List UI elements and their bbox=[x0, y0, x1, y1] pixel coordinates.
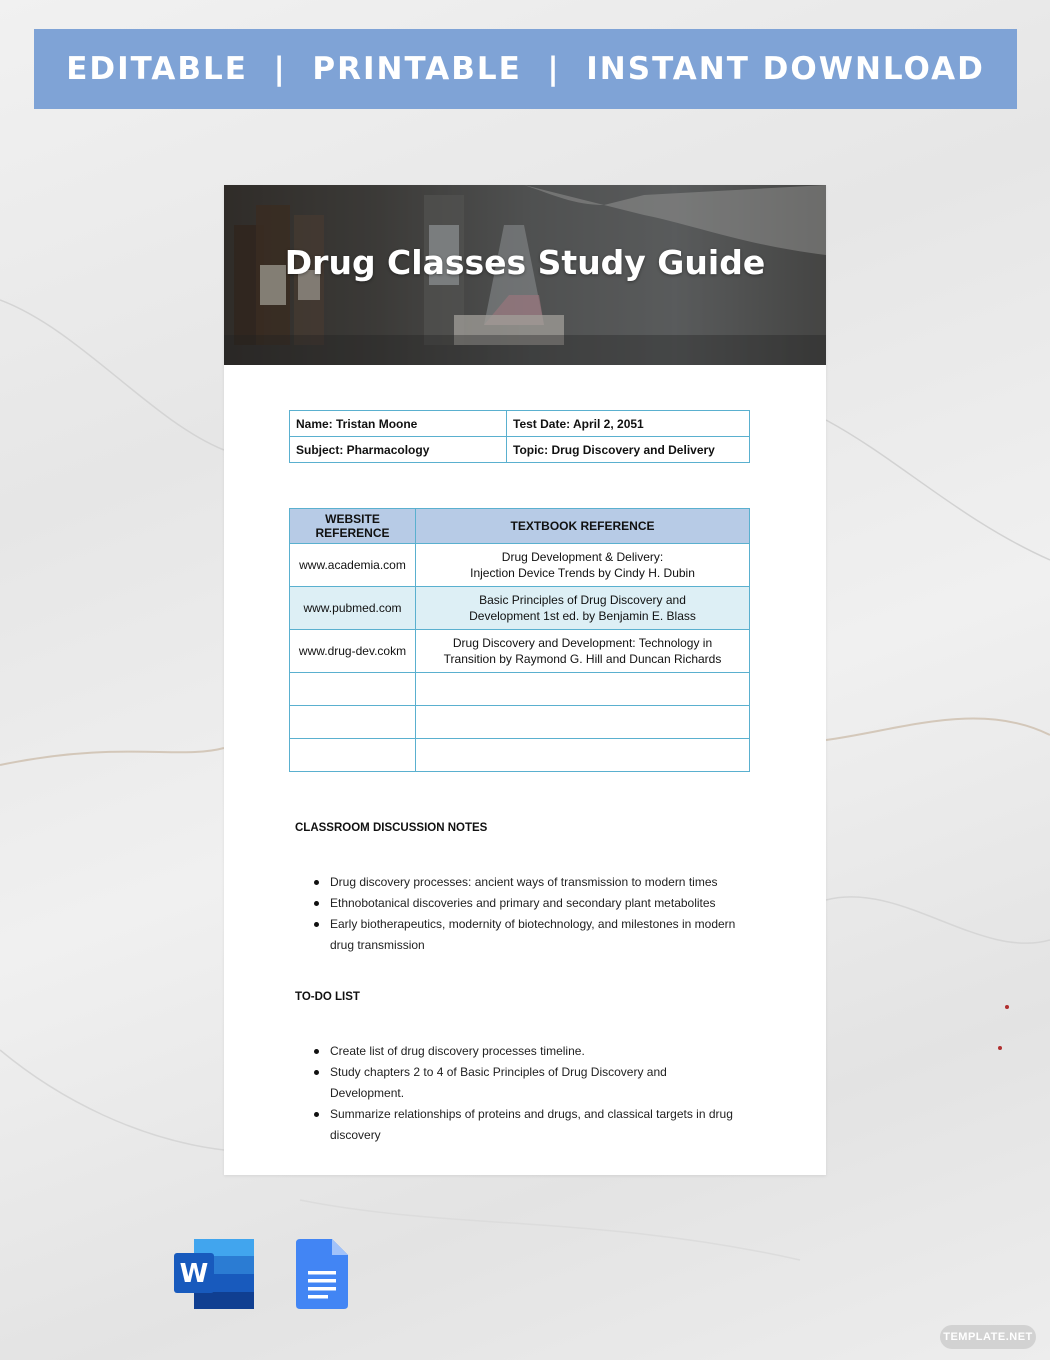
table-row bbox=[290, 544, 750, 587]
empty-table-row bbox=[290, 739, 750, 772]
table-row bbox=[290, 437, 750, 463]
textbook-cell bbox=[416, 544, 750, 587]
discussion-notes-list bbox=[314, 872, 744, 956]
textbook-line: Drug Development & Delivery: bbox=[501, 550, 664, 564]
list-item: Summarize relationships of proteins and drugs, and classical targets in drug discovery bbox=[314, 1104, 744, 1146]
table-row bbox=[290, 630, 750, 673]
website-cell: www.academia.com bbox=[290, 544, 416, 587]
empty-table-row bbox=[290, 706, 750, 739]
empty-cell bbox=[416, 673, 750, 706]
empty-cell bbox=[416, 706, 750, 739]
list-item: Drug discovery processes: ancient ways of transmission to modern times bbox=[314, 872, 744, 893]
website-cell: www.drug-dev.cokm bbox=[290, 630, 416, 673]
todo-list-heading: TO-DO LIST bbox=[295, 991, 360, 1003]
table-row bbox=[290, 411, 750, 437]
feature-banner bbox=[34, 29, 1017, 109]
word-letter: W bbox=[179, 1259, 209, 1289]
empty-cell bbox=[290, 739, 416, 772]
student-info-table bbox=[289, 410, 750, 463]
textbook-cell bbox=[416, 587, 750, 630]
template-net-watermark: TEMPLATE.NET bbox=[940, 1325, 1036, 1349]
todo-list bbox=[314, 1041, 744, 1146]
test-date-cell: Test Date: April 2, 2051 bbox=[507, 411, 750, 437]
document-title: Drug Classes Study Guide bbox=[284, 243, 766, 282]
textbook-cell bbox=[416, 630, 750, 673]
topic-cell: Topic: Drug Discovery and Delivery bbox=[507, 437, 750, 463]
name-cell: Name: Tristan Moone bbox=[290, 411, 507, 437]
list-item: Study chapters 2 to 4 of Basic Principles of Drug Discovery and Development. bbox=[314, 1062, 744, 1104]
empty-cell bbox=[290, 706, 416, 739]
table-header-row bbox=[290, 509, 750, 544]
table-row bbox=[290, 587, 750, 630]
document-page bbox=[224, 185, 826, 1175]
textbook-line: Transition by Raymond G. Hill and Duncan Richards bbox=[443, 652, 722, 666]
list-item: Create list of drug discovery processes timeline. bbox=[314, 1041, 744, 1062]
microsoft-word-icon[interactable] bbox=[174, 1239, 254, 1314]
list-item: Early biotherapeutics, modernity of biotechnology, and milestones in modern drug transmission bbox=[314, 914, 744, 956]
discussion-notes-heading: CLASSROOM DISCUSSION NOTES bbox=[295, 822, 488, 834]
website-cell: www.pubmed.com bbox=[290, 587, 416, 630]
banner-text: EDITABLE | PRINTABLE | INSTANT DOWNLOAD bbox=[66, 51, 985, 87]
header-photo bbox=[224, 185, 826, 365]
empty-cell bbox=[290, 673, 416, 706]
textbook-line: Drug Discovery and Development: Technology in bbox=[452, 636, 713, 650]
list-item: Ethnobotanical discoveries and primary and secondary plant metabolites bbox=[314, 893, 744, 914]
subject-cell: Subject: Pharmacology bbox=[290, 437, 507, 463]
google-docs-icon[interactable] bbox=[296, 1239, 348, 1314]
textbook-line: Basic Principles of Drug Discovery and bbox=[479, 593, 686, 607]
textbook-line: Injection Device Trends by Cindy H. Dubin bbox=[470, 566, 695, 580]
website-reference-header: WEBSITE REFERENCE bbox=[290, 509, 416, 544]
empty-cell bbox=[416, 739, 750, 772]
textbook-line: Development 1st ed. by Benjamin E. Blass bbox=[469, 609, 696, 623]
reference-table bbox=[289, 508, 750, 772]
empty-table-row bbox=[290, 673, 750, 706]
textbook-reference-header: TEXTBOOK REFERENCE bbox=[416, 509, 750, 544]
